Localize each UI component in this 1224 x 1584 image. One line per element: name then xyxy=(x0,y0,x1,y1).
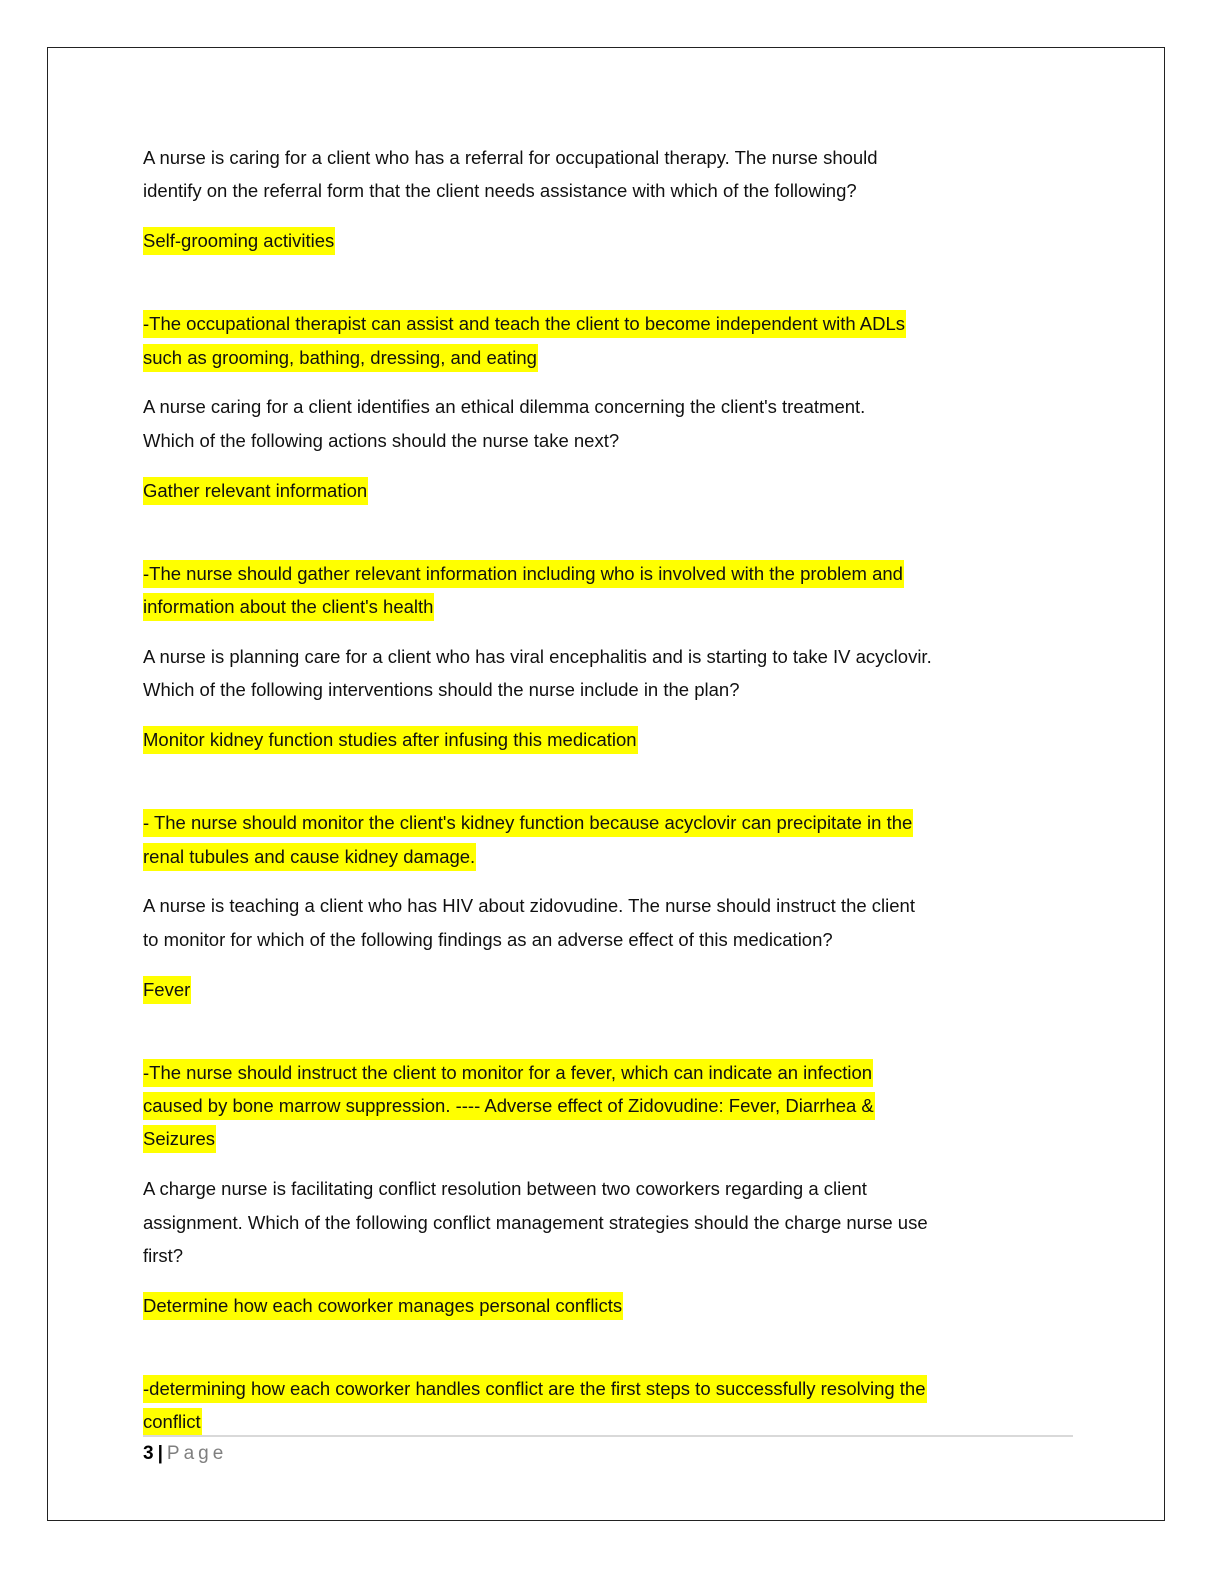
line-text: identify on the referral form that the client needs assistance with which of the following? xyxy=(143,180,857,202)
answer-paragraph xyxy=(143,474,1083,507)
line-text: renal tubules and cause kidney damage. xyxy=(143,843,476,871)
question-paragraph xyxy=(143,390,1083,457)
line-text: Self-grooming activities xyxy=(143,227,335,255)
page-footer xyxy=(143,1441,227,1467)
question-paragraph xyxy=(143,141,1083,208)
text-line xyxy=(143,806,1083,839)
line-text: A nurse is caring for a client who has a referral for occupational therapy. The nurse should xyxy=(143,147,878,168)
question-paragraph xyxy=(143,1172,1083,1272)
footer-separator: | xyxy=(157,1443,163,1464)
line-text: A nurse caring for a client identifies an ethical dilemma concerning the client's treatment. xyxy=(143,396,866,418)
line-text: to monitor for which of the following findings as an adverse effect of this medication? xyxy=(143,928,833,950)
line-text: A nurse is teaching a client who has HIV about zidovudine. The nurse should instruct the client xyxy=(143,895,915,917)
text-line xyxy=(143,723,1083,756)
text-line xyxy=(143,640,1083,673)
text-line xyxy=(143,1172,1083,1205)
text-line xyxy=(143,1372,1083,1405)
text-line xyxy=(143,424,1083,457)
line-text: first? xyxy=(143,1244,184,1266)
answer-paragraph xyxy=(143,224,1083,257)
text-line xyxy=(143,1206,1083,1239)
footer-divider xyxy=(143,1435,1073,1437)
text-line xyxy=(143,1289,1083,1322)
line-text: - The nurse should monitor the client's kidney function because acyclovir can precipitate in the xyxy=(143,809,913,837)
line-text: Determine how each coworker manages personal conflicts xyxy=(143,1292,623,1320)
line-text: -The occupational therapist can assist and teach the client to become independent with ADLs xyxy=(143,310,906,338)
answer-paragraph xyxy=(143,723,1083,756)
question-paragraph xyxy=(143,640,1083,707)
line-text: caused by bone marrow suppression. ---- Adverse effect of Zidovudine: Fever, Diarrhea & xyxy=(143,1092,875,1120)
line-text: Gather relevant information xyxy=(143,477,368,505)
line-text: conflict xyxy=(143,1408,202,1436)
line-text: Seizures xyxy=(143,1125,216,1153)
text-line xyxy=(143,1056,1083,1089)
text-line xyxy=(143,840,1083,873)
line-text: A nurse is planning care for a client who has viral encephalitis and is starting to take IV acyclovir. xyxy=(143,645,932,667)
line-text: assignment. Which of the following conflict management strategies should the charge nurse use xyxy=(143,1211,928,1233)
line-text: -The nurse should instruct the client to monitor for a fever, which can indicate an infection xyxy=(143,1059,873,1087)
text-line xyxy=(143,141,1083,174)
answer-paragraph xyxy=(143,973,1083,1006)
explanation-paragraph xyxy=(143,806,1083,873)
document-body xyxy=(143,141,1083,1455)
line-text: -determining how each coworker handles conflict are the first steps to successfully resolving the xyxy=(143,1375,927,1403)
explanation-paragraph xyxy=(143,307,1083,374)
text-line xyxy=(143,341,1083,374)
line-text: information about the client's health xyxy=(143,593,434,621)
line-text: Which of the following actions should the nurse take next? xyxy=(143,429,620,451)
line-text: -The nurse should gather relevant information including who is involved with the problem and xyxy=(143,560,904,588)
explanation-paragraph xyxy=(143,557,1083,624)
text-line xyxy=(143,1122,1083,1155)
text-line xyxy=(143,224,1083,257)
answer-paragraph xyxy=(143,1289,1083,1322)
text-line xyxy=(143,590,1083,623)
text-line xyxy=(143,889,1083,922)
text-line xyxy=(143,673,1083,706)
text-line xyxy=(143,1089,1083,1122)
text-line xyxy=(143,390,1083,423)
line-text: Monitor kidney function studies after infusing this medication xyxy=(143,726,638,754)
line-text: Fever xyxy=(143,976,191,1004)
text-line xyxy=(143,174,1083,207)
text-line xyxy=(143,307,1083,340)
text-line xyxy=(143,474,1083,507)
explanation-paragraph xyxy=(143,1056,1083,1156)
page-label: Page xyxy=(166,1443,228,1464)
text-line xyxy=(143,1239,1083,1272)
text-line xyxy=(143,923,1083,956)
line-text: A charge nurse is facilitating conflict resolution between two coworkers regarding a client xyxy=(143,1178,867,1200)
text-line xyxy=(143,557,1083,590)
line-text: such as grooming, bathing, dressing, and eating xyxy=(143,344,538,372)
question-paragraph xyxy=(143,889,1083,956)
page-number: 3 xyxy=(143,1443,154,1464)
line-text: Which of the following interventions should the nurse include in the plan? xyxy=(143,679,740,701)
text-line xyxy=(143,1405,1083,1438)
text-line xyxy=(143,973,1083,1006)
explanation-paragraph xyxy=(143,1372,1083,1439)
